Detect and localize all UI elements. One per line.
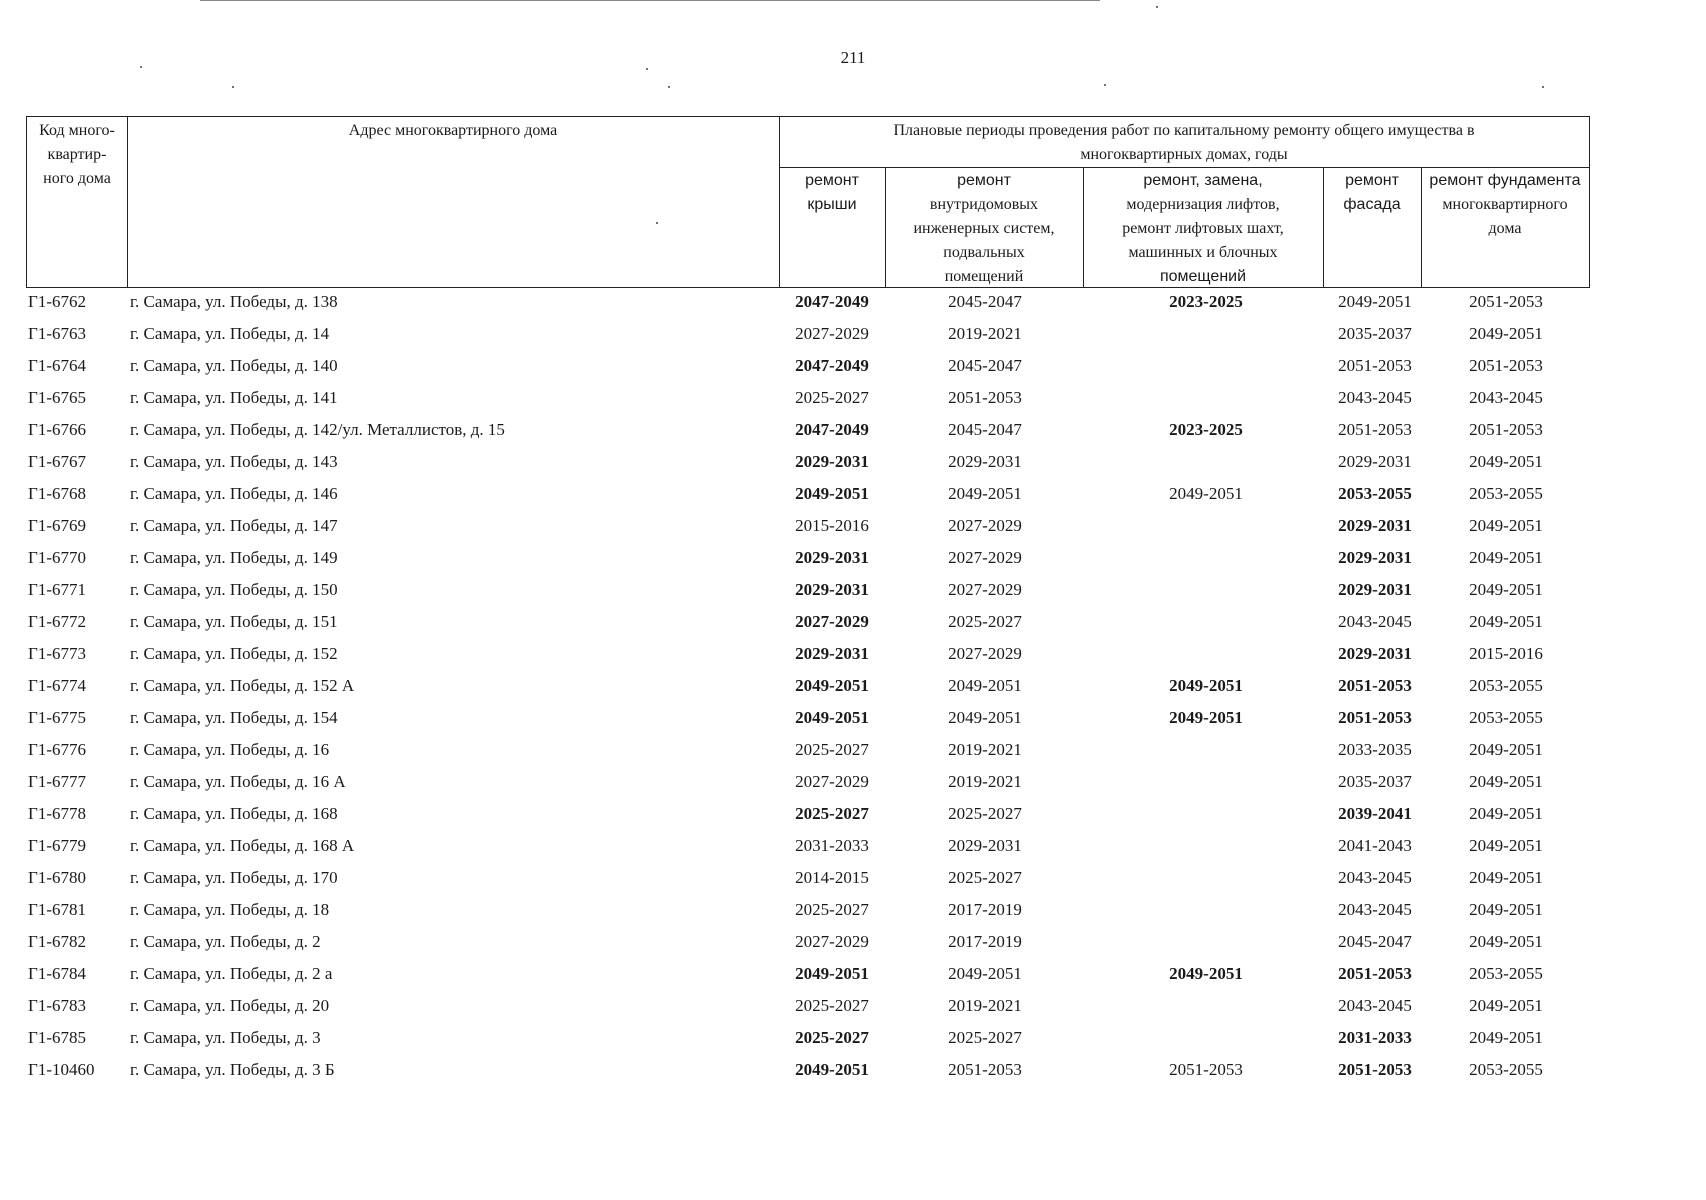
table-row [26, 704, 1590, 736]
cell-foundation: 2049-2051 [1469, 868, 1543, 887]
cell-engineering: 2027-2029 [948, 548, 1022, 567]
cell-elevators: 2049-2051 [1169, 676, 1243, 695]
cell-facade: 2053-2055 [1338, 484, 1412, 503]
cell-code: Г1-6775 [28, 708, 86, 727]
cell-facade: 2043-2045 [1338, 900, 1412, 919]
cell-roof: 2015-2016 [795, 516, 869, 535]
cell-foundation: 2043-2045 [1469, 388, 1543, 407]
cell-foundation: 2049-2051 [1469, 452, 1543, 471]
cell-facade: 2051-2053 [1338, 708, 1412, 727]
table-row [26, 800, 1590, 832]
cell-engineering: 2019-2021 [948, 324, 1022, 343]
table-row [26, 768, 1590, 800]
cell-roof: 2049-2051 [795, 1060, 869, 1079]
cell-engineering: 2025-2027 [948, 804, 1022, 823]
header-divider [779, 167, 1589, 168]
cell-engineering: 2049-2051 [948, 708, 1022, 727]
cell-roof: 2029-2031 [795, 452, 869, 471]
table-row [26, 608, 1590, 640]
cell-engineering: 2049-2051 [948, 676, 1022, 695]
cell-engineering: 2025-2027 [948, 612, 1022, 631]
cell-engineering: 2019-2021 [948, 740, 1022, 759]
cell-roof: 2029-2031 [795, 548, 869, 567]
cell-code: Г1-6766 [28, 420, 86, 439]
cell-code: Г1-6779 [28, 836, 86, 855]
cell-address: г. Самара, ул. Победы, д. 141 [130, 388, 338, 407]
cell-roof: 2025-2027 [795, 900, 869, 919]
table-row [26, 896, 1590, 928]
cell-roof: 2025-2027 [795, 740, 869, 759]
cell-facade: 2033-2035 [1338, 740, 1412, 759]
cell-engineering: 2027-2029 [948, 644, 1022, 663]
cell-code: Г1-6776 [28, 740, 86, 759]
cell-address: г. Самара, ул. Победы, д. 14 [130, 324, 330, 343]
cell-code: Г1-6772 [28, 612, 86, 631]
cell-address: г. Самара, ул. Победы, д. 147 [130, 516, 338, 535]
cell-roof: 2025-2027 [795, 996, 869, 1015]
cell-address: г. Самара, ул. Победы, д. 2 а [130, 964, 333, 983]
table-row [26, 992, 1590, 1024]
table-row [26, 352, 1590, 384]
cell-roof: 2049-2051 [795, 676, 869, 695]
top-scan-rule [200, 0, 1100, 1]
cell-elevators: 2023-2025 [1169, 292, 1243, 311]
cell-roof: 2047-2049 [795, 356, 869, 375]
cell-foundation: 2049-2051 [1469, 516, 1543, 535]
table-row [26, 576, 1590, 608]
cell-facade: 2051-2053 [1338, 356, 1412, 375]
cell-engineering: 2051-2053 [948, 388, 1022, 407]
cell-foundation: 2049-2051 [1469, 772, 1543, 791]
cell-foundation: 2051-2053 [1469, 356, 1543, 375]
cell-roof: 2027-2029 [795, 324, 869, 343]
cell-foundation: 2053-2055 [1469, 708, 1543, 727]
cell-facade: 2029-2031 [1338, 452, 1412, 471]
cell-facade: 2029-2031 [1338, 548, 1412, 567]
cell-code: Г1-6771 [28, 580, 86, 599]
cell-code: Г1-6773 [28, 644, 86, 663]
cell-roof: 2014-2015 [795, 868, 869, 887]
header-foundation: ремонт фундамента многоквартирного дома [1429, 172, 1581, 237]
cell-elevators: 2049-2051 [1169, 484, 1243, 503]
cell-address: г. Самара, ул. Победы, д. 16 А [130, 772, 346, 791]
cell-code: Г1-6785 [28, 1028, 86, 1047]
cell-address: г. Самара, ул. Победы, д. 152 [130, 644, 338, 663]
cell-engineering: 2017-2019 [948, 900, 1022, 919]
cell-facade: 2029-2031 [1338, 580, 1412, 599]
cell-address: г. Самара, ул. Победы, д. 168 [130, 804, 338, 823]
cell-roof: 2029-2031 [795, 644, 869, 663]
cell-engineering: 2019-2021 [948, 772, 1022, 791]
cell-code: Г1-10460 [28, 1060, 95, 1079]
cell-foundation: 2015-2016 [1469, 644, 1543, 663]
cell-address: г. Самара, ул. Победы, д. 142/ул. Металлистов, д. 15 [130, 420, 505, 439]
cell-engineering: 2017-2019 [948, 932, 1022, 951]
cell-facade: 2051-2053 [1338, 964, 1412, 983]
table-row [26, 1024, 1590, 1056]
table-row [26, 736, 1590, 768]
cell-roof: 2049-2051 [795, 484, 869, 503]
header-facade: ремонт фасада [1343, 172, 1401, 213]
cell-facade: 2043-2045 [1338, 612, 1412, 631]
table-row [26, 480, 1590, 512]
cell-engineering: 2045-2047 [948, 356, 1022, 375]
scan-speck [232, 86, 234, 88]
cell-foundation: 2049-2051 [1469, 804, 1543, 823]
table-row [26, 672, 1590, 704]
cell-foundation: 2053-2055 [1469, 484, 1543, 503]
cell-code: Г1-6780 [28, 868, 86, 887]
cell-code: Г1-6764 [28, 356, 86, 375]
table-row [26, 832, 1590, 864]
cell-engineering: 2045-2047 [948, 420, 1022, 439]
cell-address: г. Самара, ул. Победы, д. 140 [130, 356, 338, 375]
cell-elevators: 2023-2025 [1169, 420, 1243, 439]
header-roof: ремонт крыши [805, 172, 859, 213]
cell-code: Г1-6768 [28, 484, 86, 503]
table-body [26, 288, 1590, 1088]
scan-speck [140, 66, 142, 68]
cell-address: г. Самара, ул. Победы, д. 3 [130, 1028, 321, 1047]
cell-facade: 2045-2047 [1338, 932, 1412, 951]
cell-elevators: 2051-2053 [1169, 1060, 1243, 1079]
cell-code: Г1-6783 [28, 996, 86, 1015]
cell-address: г. Самара, ул. Победы, д. 143 [130, 452, 338, 471]
cell-roof: 2049-2051 [795, 708, 869, 727]
cell-engineering: 2019-2021 [948, 996, 1022, 1015]
cell-address: г. Самара, ул. Победы, д. 2 [130, 932, 321, 951]
table-row [26, 448, 1590, 480]
cell-code: Г1-6765 [28, 388, 86, 407]
cell-engineering: 2027-2029 [948, 580, 1022, 599]
table-row [26, 544, 1590, 576]
cell-code: Г1-6781 [28, 900, 86, 919]
table-row [26, 512, 1590, 544]
cell-address: г. Самара, ул. Победы, д. 168 А [130, 836, 355, 855]
cell-code: Г1-6762 [28, 292, 86, 311]
cell-engineering: 2029-2031 [948, 452, 1022, 471]
cell-engineering: 2049-2051 [948, 484, 1022, 503]
header-code: Код много- квартир- ного дома [39, 122, 115, 187]
cell-facade: 2051-2053 [1338, 676, 1412, 695]
cell-address: г. Самара, ул. Победы, д. 3 Б [130, 1060, 335, 1079]
header-address: Адрес многоквартирного дома [348, 122, 558, 139]
cell-roof: 2027-2029 [795, 612, 869, 631]
cell-roof: 2049-2051 [795, 964, 869, 983]
cell-roof: 2025-2027 [795, 388, 869, 407]
cell-facade: 2031-2033 [1338, 1028, 1412, 1047]
table-row [26, 640, 1590, 672]
table-header [26, 116, 1590, 288]
cell-address: г. Самара, ул. Победы, д. 150 [130, 580, 338, 599]
cell-address: г. Самара, ул. Победы, д. 146 [130, 484, 338, 503]
cell-code: Г1-6774 [28, 676, 86, 695]
cell-roof: 2029-2031 [795, 580, 869, 599]
page-number: 211 [840, 48, 866, 67]
cell-address: г. Самара, ул. Победы, д. 20 [130, 996, 330, 1015]
cell-code: Г1-6784 [28, 964, 86, 983]
cell-roof: 2031-2033 [795, 836, 869, 855]
scan-speck [1104, 84, 1106, 86]
header-elevators: ремонт, замена, модернизация лифтов, ремонт лифтовых шахт, машинных и блочных помещений [1122, 172, 1284, 285]
cell-address: г. Самара, ул. Победы, д. 151 [130, 612, 338, 631]
cell-roof: 2047-2049 [795, 420, 869, 439]
cell-engineering: 2027-2029 [948, 516, 1022, 535]
cell-code: Г1-6777 [28, 772, 86, 791]
cell-foundation: 2049-2051 [1469, 1028, 1543, 1047]
cell-facade: 2049-2051 [1338, 292, 1412, 311]
cell-foundation: 2051-2053 [1469, 292, 1543, 311]
cell-facade: 2029-2031 [1338, 516, 1412, 535]
scan-speck [1542, 86, 1544, 88]
cell-code: Г1-6767 [28, 452, 86, 471]
cell-facade: 2051-2053 [1338, 1060, 1412, 1079]
cell-facade: 2043-2045 [1338, 996, 1412, 1015]
cell-foundation: 2049-2051 [1469, 836, 1543, 855]
cell-code: Г1-6769 [28, 516, 86, 535]
cell-engineering: 2025-2027 [948, 1028, 1022, 1047]
cell-engineering: 2025-2027 [948, 868, 1022, 887]
cell-address: г. Самара, ул. Победы, д. 16 [130, 740, 330, 759]
cell-foundation: 2053-2055 [1469, 1060, 1543, 1079]
cell-facade: 2041-2043 [1338, 836, 1412, 855]
scan-speck [1156, 6, 1158, 8]
cell-foundation: 2049-2051 [1469, 324, 1543, 343]
cell-code: Г1-6782 [28, 932, 86, 951]
scan-speck [656, 222, 658, 224]
cell-facade: 2051-2053 [1338, 420, 1412, 439]
cell-foundation: 2049-2051 [1469, 740, 1543, 759]
cell-foundation: 2049-2051 [1469, 900, 1543, 919]
cell-roof: 2025-2027 [795, 1028, 869, 1047]
table-row [26, 288, 1590, 320]
cell-foundation: 2049-2051 [1469, 580, 1543, 599]
cell-foundation: 2049-2051 [1469, 996, 1543, 1015]
cell-address: г. Самара, ул. Победы, д. 154 [130, 708, 338, 727]
cell-facade: 2043-2045 [1338, 868, 1412, 887]
cell-engineering: 2051-2053 [948, 1060, 1022, 1079]
cell-roof: 2027-2029 [795, 772, 869, 791]
cell-code: Г1-6778 [28, 804, 86, 823]
table-row [26, 864, 1590, 896]
cell-address: г. Самара, ул. Победы, д. 149 [130, 548, 338, 567]
scan-speck [668, 86, 670, 88]
table-row [26, 384, 1590, 416]
cell-engineering: 2029-2031 [948, 836, 1022, 855]
cell-engineering: 2049-2051 [948, 964, 1022, 983]
cell-foundation: 2051-2053 [1469, 420, 1543, 439]
cell-address: г. Самара, ул. Победы, д. 18 [130, 900, 330, 919]
cell-address: г. Самара, ул. Победы, д. 170 [130, 868, 338, 887]
table-row [26, 960, 1590, 992]
cell-facade: 2043-2045 [1338, 388, 1412, 407]
cell-engineering: 2045-2047 [948, 292, 1022, 311]
cell-elevators: 2049-2051 [1169, 964, 1243, 983]
table-row [26, 320, 1590, 352]
cell-roof: 2025-2027 [795, 804, 869, 823]
cell-foundation: 2049-2051 [1469, 932, 1543, 951]
table-row [26, 1056, 1590, 1088]
cell-address: г. Самара, ул. Победы, д. 152 А [130, 676, 355, 695]
cell-code: Г1-6763 [28, 324, 86, 343]
cell-facade: 2035-2037 [1338, 324, 1412, 343]
cell-roof: 2027-2029 [795, 932, 869, 951]
cell-foundation: 2053-2055 [1469, 676, 1543, 695]
scan-speck [646, 68, 648, 70]
cell-code: Г1-6770 [28, 548, 86, 567]
table-row [26, 416, 1590, 448]
cell-foundation: 2049-2051 [1469, 548, 1543, 567]
table-row [26, 928, 1590, 960]
cell-facade: 2039-2041 [1338, 804, 1412, 823]
cell-roof: 2047-2049 [795, 292, 869, 311]
cell-address: г. Самара, ул. Победы, д. 138 [130, 292, 338, 311]
header-engineering: ремонт внутридомовых инженерных систем, подвальных помещений [913, 172, 1055, 285]
header-periods: Плановые периоды проведения работ по капитальному ремонту общего имущества в многоквартирных домах, годы [893, 122, 1475, 163]
cell-elevators: 2049-2051 [1169, 708, 1243, 727]
cell-foundation: 2053-2055 [1469, 964, 1543, 983]
cell-facade: 2035-2037 [1338, 772, 1412, 791]
cell-facade: 2029-2031 [1338, 644, 1412, 663]
cell-foundation: 2049-2051 [1469, 612, 1543, 631]
